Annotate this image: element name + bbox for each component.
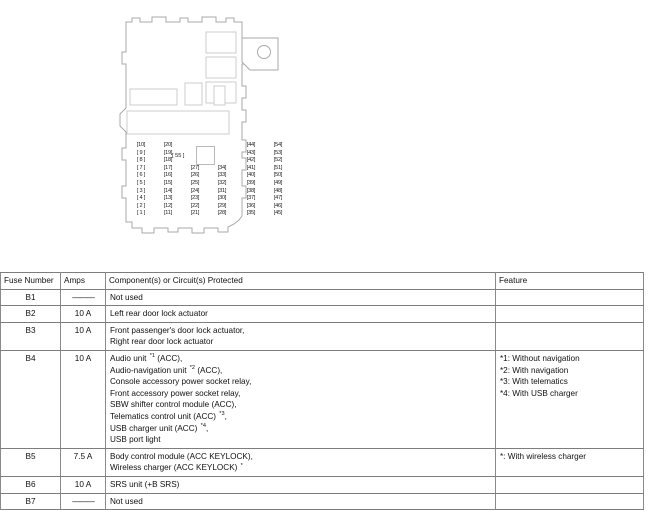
cell-amps: 10 A — [61, 322, 106, 350]
fuse-table-body — [1, 289, 644, 510]
fuse-slot-label: [11] — [163, 210, 173, 217]
cell-fuse-number: B2 — [1, 306, 61, 323]
cell-fuse-number: B5 — [1, 448, 61, 476]
fuse-slot-label: [20] — [163, 142, 173, 148]
fuse-slot-label: [49] — [273, 179, 283, 186]
fuse-slot-label: [31] — [217, 187, 227, 194]
cell-feature — [496, 350, 644, 448]
cell-amps: 10 A — [61, 350, 106, 448]
fuse-table — [0, 272, 644, 510]
fuse-slot-label: [25] — [190, 179, 200, 186]
cell-components — [106, 289, 496, 306]
cell-amps: 10 A — [61, 476, 106, 493]
cell-components — [106, 350, 496, 448]
fuse-slot-label: [23] — [190, 195, 200, 202]
fuse-slot-label: [43] — [246, 149, 256, 156]
cell-feature — [496, 322, 644, 350]
fuse-table-container — [0, 272, 650, 510]
relay-cavity-upper-2 — [206, 57, 236, 78]
cell-components — [106, 493, 496, 510]
fuse-slot-label: [18] — [163, 157, 173, 164]
fuse-slot-label: [15] — [163, 179, 173, 186]
component-line: SBW shifter control module (ACC), — [110, 400, 237, 410]
cell-amps: 7.5 A — [61, 448, 106, 476]
fuse-slot-label: [27] — [190, 164, 200, 171]
relay-cavity-wide-left — [130, 89, 177, 105]
component-line: Front passenger's door lock actuator, — [110, 325, 245, 335]
fuse-slot-label: [42] — [246, 157, 256, 164]
header-amps: Amps — [61, 273, 106, 290]
cell-components — [106, 476, 496, 493]
cell-feature — [496, 289, 644, 306]
fuse-slot-label: [48] — [273, 187, 283, 194]
component-line: Not used — [110, 496, 143, 506]
fuse-slot-label: [24] — [190, 187, 200, 194]
fuse-slot-label: [36] — [246, 202, 256, 209]
cell-fuse-number: B6 — [1, 476, 61, 493]
fuse-column-1 — [128, 142, 154, 218]
fuse-slot-label: [13] — [163, 195, 173, 202]
relay-cavity-mid-2 — [214, 86, 225, 105]
cell-amps: 10 A — [61, 306, 106, 323]
relay-cavity-long-bar — [127, 111, 229, 134]
fuse-slot-label: [21] — [190, 210, 200, 217]
cell-feature — [496, 448, 644, 476]
fuse-slot-label: [26] — [190, 172, 200, 179]
fuse-slot-label: [47] — [273, 195, 283, 202]
fuse-slot-label: [16] — [163, 172, 173, 179]
cell-amps: ——— — [61, 289, 106, 306]
feature-line: *3: With telematics — [500, 377, 568, 387]
feature-line: *: With wireless charger — [500, 451, 586, 461]
fuse-slot-label: [19] — [163, 149, 173, 156]
fuse-column-6 — [265, 142, 291, 218]
component-line: Wireless charger (ACC KEYLOCK) * — [110, 462, 243, 473]
fuse-slot-label: [10] — [136, 142, 146, 148]
fuse-slot-label: [50] — [273, 172, 283, 179]
cell-feature — [496, 493, 644, 510]
relay-55-label: [ 55 ] — [172, 153, 185, 159]
component-line: Front accessory power socket relay, — [110, 388, 241, 398]
table-row — [1, 350, 644, 448]
fuse-slot-label: [51] — [273, 164, 283, 171]
fuse-slot-label: [ 8 ] — [136, 157, 146, 164]
cell-amps: ——— — [61, 493, 106, 510]
table-row — [1, 322, 644, 350]
table-row — [1, 306, 644, 323]
fuse-slot-label: [32] — [217, 179, 227, 186]
fusebox-tab-hole — [258, 46, 271, 59]
cell-components — [106, 448, 496, 476]
cell-components — [106, 322, 496, 350]
cell-feature — [496, 306, 644, 323]
relay-cavity-mid-1 — [185, 83, 202, 105]
table-row — [1, 448, 644, 476]
fuse-slot-label: [44] — [246, 142, 256, 148]
fuse-slot-label: [38] — [246, 187, 256, 194]
component-line: Right rear door lock actuator — [110, 337, 214, 347]
component-line: Audio unit $^{*1}$ (ACC), — [110, 353, 183, 363]
component-line: Not used — [110, 292, 143, 302]
header-components: Component(s) or Circuit(s) Protected — [106, 273, 496, 290]
component-line: Telematics control unit (ACC) $^{*3}$, — [110, 411, 227, 421]
fuse-slot-label: [45] — [273, 210, 283, 217]
table-row — [1, 493, 644, 510]
fuse-slot-label: [33] — [217, 172, 227, 179]
fuse-slot-label: [22] — [190, 202, 200, 209]
component-line: Body control module (ACC KEYLOCK), — [110, 451, 253, 461]
feature-line: *2: With navigation — [500, 365, 569, 375]
cell-fuse-number: B1 — [1, 289, 61, 306]
fuse-slot-label: [37] — [246, 195, 256, 202]
fuse-slot-label: [41] — [246, 164, 256, 171]
header-fuse-number: Fuse Number — [1, 273, 61, 290]
fuse-slot-label: [ 6 ] — [136, 172, 146, 179]
fuse-slot-label: [ 9 ] — [136, 149, 146, 156]
fuse-slot-label: [39] — [246, 179, 256, 186]
fuse-slot-label: [12] — [163, 202, 173, 209]
fuse-slot-label: [30] — [217, 195, 227, 202]
cell-fuse-number: B3 — [1, 322, 61, 350]
header-feature: Feature — [496, 273, 644, 290]
fuse-slot-label: [ 5 ] — [136, 179, 146, 186]
fuse-slot-label: [46] — [273, 202, 283, 209]
component-line: SRS unit (+B SRS) — [110, 479, 180, 489]
component-line: USB charger unit (ACC) $^{*4}$, — [110, 422, 209, 433]
fuse-column-5 — [238, 142, 264, 218]
fuse-slot-label: [35] — [246, 210, 256, 217]
fuse-slot-label: [17] — [163, 164, 173, 171]
table-row — [1, 476, 644, 493]
component-line: Console accessory power socket relay, — [110, 377, 252, 387]
fuse-slot-label: [ 1 ] — [136, 210, 146, 217]
fuse-slot-label: [54] — [273, 142, 283, 148]
fuse-slot-label: [52] — [273, 157, 283, 164]
fuse-slot-label: [14] — [163, 187, 173, 194]
component-line: Left rear door lock actuator — [110, 309, 208, 319]
fuse-slot-label: [ 3 ] — [136, 187, 146, 194]
table-header-row — [1, 273, 644, 290]
fuse-slot-label: [53] — [273, 149, 283, 156]
feature-line: *4: With USB charger — [500, 388, 578, 398]
fuse-slot-label: [28] — [217, 210, 227, 217]
fuse-slot-label: [ 2 ] — [136, 202, 146, 209]
table-row — [1, 289, 644, 306]
cell-fuse-number: B4 — [1, 350, 61, 448]
fuse-slot-label: [ 7 ] — [136, 164, 146, 171]
feature-line: *1: Without navigation — [500, 353, 580, 363]
cell-components — [106, 306, 496, 323]
cell-feature — [496, 476, 644, 493]
fuse-slot-label: [34] — [217, 164, 227, 171]
component-line: Audio-navigation unit $^{*2}$ (ACC), — [110, 364, 223, 375]
relay-cavity-upper-1 — [206, 32, 236, 53]
cell-fuse-number: B7 — [1, 493, 61, 510]
component-line: USB port light — [110, 435, 161, 445]
fuse-slot-label: [ 4 ] — [136, 195, 146, 202]
fuse-slot-label: [40] — [246, 172, 256, 179]
fuse-slot-label: [29] — [217, 202, 227, 209]
empty-relay-socket — [196, 146, 215, 165]
